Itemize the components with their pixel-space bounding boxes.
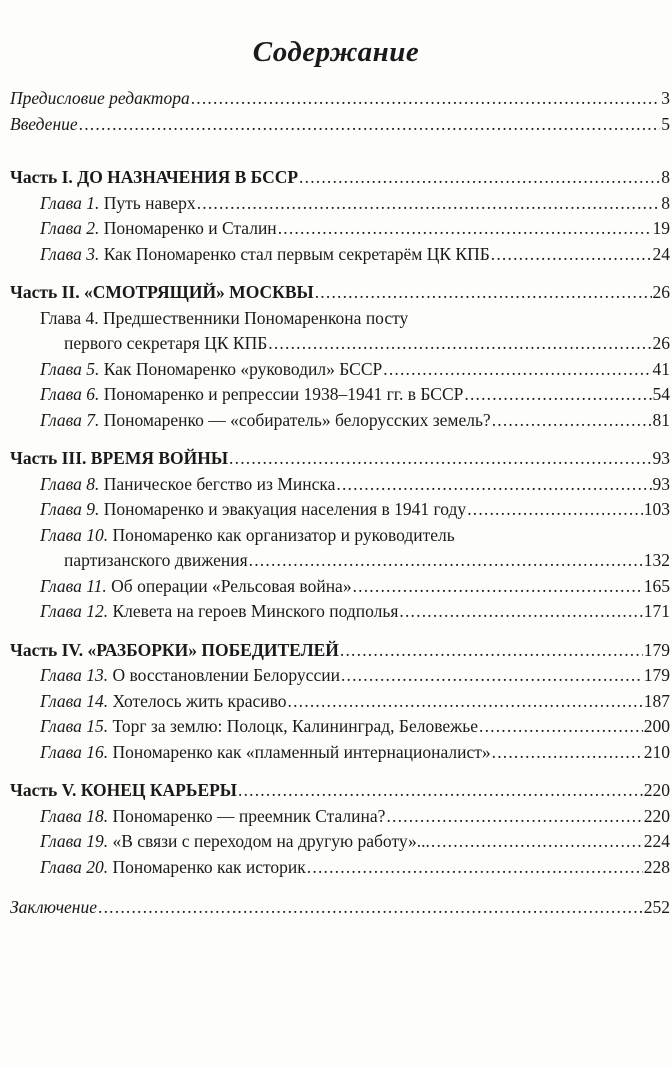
dot-leader xyxy=(336,472,651,498)
dot-leader xyxy=(491,242,652,268)
entry-title: Введение xyxy=(10,113,78,134)
dot-leader xyxy=(191,86,661,112)
toc-chapter-15[interactable] xyxy=(10,714,670,740)
page-number: 103 xyxy=(643,499,670,519)
part-heading xyxy=(10,446,228,472)
chapter-heading xyxy=(40,472,335,498)
part-heading xyxy=(10,638,339,664)
toc-chapter-9[interactable] xyxy=(10,497,670,523)
chapter-title: Торг за землю: Полоцк, Калининград, Беловежье xyxy=(112,716,478,736)
page-number: 200 xyxy=(643,716,670,736)
toc-part-3[interactable] xyxy=(10,446,670,472)
page-number: 132 xyxy=(643,550,670,570)
chapter-title-continuation: первого секретаря ЦК КПБ xyxy=(64,333,268,353)
dot-leader xyxy=(229,446,651,472)
toc-chapter-14[interactable] xyxy=(10,689,670,715)
chapter-title: Предшественники Пономаренкона посту xyxy=(102,307,409,328)
page-number: 41 xyxy=(652,358,670,379)
part-heading xyxy=(10,778,237,804)
chapter-title: Как Пономаренко стал первым секретарём ЦК КПБ xyxy=(103,243,490,264)
chapter-title: О восстановлении Белоруссии xyxy=(112,665,340,685)
dot-leader xyxy=(315,280,652,306)
toc-chapter-3[interactable] xyxy=(10,242,670,268)
toc-entry-preface[interactable] xyxy=(10,86,670,112)
toc-chapter-5[interactable] xyxy=(10,357,670,383)
page-number: 93 xyxy=(652,473,670,494)
toc-chapter-10-continuation[interactable] xyxy=(10,548,670,574)
part-title: ДО НАЗНАЧЕНИЯ В БССР xyxy=(77,167,299,187)
dot-leader xyxy=(492,740,643,766)
dot-leader xyxy=(278,216,652,242)
part-title: КОНЕЦ КАРЬЕРЫ xyxy=(80,780,237,800)
page-number: 26 xyxy=(652,282,670,302)
page-number: 224 xyxy=(643,831,670,851)
chapter-label: Глава 10. xyxy=(40,524,109,545)
chapter-heading xyxy=(40,408,491,434)
page-number: 228 xyxy=(643,856,670,877)
part-label: Часть III. xyxy=(10,448,87,468)
dot-leader xyxy=(479,714,643,740)
chapter-label: Глава 20. xyxy=(40,856,109,877)
page-number: 24 xyxy=(652,243,670,264)
chapter-heading xyxy=(40,663,340,689)
dot-leader xyxy=(98,895,643,921)
chapter-label: Глава 9. xyxy=(40,499,100,519)
dot-leader xyxy=(197,191,661,217)
dot-leader xyxy=(307,855,643,881)
page-number: 19 xyxy=(652,218,670,238)
toc-chapter-6[interactable] xyxy=(10,382,670,408)
chapter-label: Глава 5. xyxy=(40,358,100,379)
chapter-label: Глава 8. xyxy=(40,473,100,494)
part-label: Часть II. xyxy=(10,282,80,302)
chapter-title: Клевета на героев Минского подполья xyxy=(112,601,399,621)
part-heading xyxy=(10,280,314,306)
chapter-heading xyxy=(40,216,277,242)
dot-leader xyxy=(238,778,643,804)
chapter-label: Глава 11. xyxy=(40,575,107,596)
chapter-title: Как Пономаренко «руководил» БССР xyxy=(103,358,383,379)
toc-part-2[interactable] xyxy=(10,280,670,306)
page-number: 179 xyxy=(643,639,670,660)
chapter-heading xyxy=(40,574,352,600)
toc-chapter-18[interactable] xyxy=(10,804,670,830)
dot-leader xyxy=(464,382,651,408)
toc-chapter-7[interactable] xyxy=(10,408,670,434)
dot-leader xyxy=(467,497,643,523)
chapter-title-continuation: партизанского движения xyxy=(64,550,248,570)
dot-leader xyxy=(249,548,643,574)
chapter-title: Пономаренко — преемник Сталина? xyxy=(112,805,386,826)
chapter-label: Глава 1. xyxy=(40,192,100,213)
page-number: 26 xyxy=(652,333,670,353)
chapter-title: Пономаренко как «пламенный интернационалист» xyxy=(112,741,491,762)
page-number: 179 xyxy=(643,665,670,685)
page-number: 5 xyxy=(661,113,670,134)
dot-leader xyxy=(340,638,643,664)
dot-leader xyxy=(268,331,651,357)
chapter-heading xyxy=(40,382,463,408)
chapter-label: Глава 4. xyxy=(40,307,99,328)
dot-leader xyxy=(431,829,643,855)
toc-chapter-11[interactable] xyxy=(10,574,670,600)
page-number: 187 xyxy=(643,690,670,711)
toc-chapter-20[interactable] xyxy=(10,855,670,881)
page-number: 210 xyxy=(643,741,670,762)
page-number: 220 xyxy=(643,780,670,800)
chapter-title: Пономаренко как историк xyxy=(112,856,306,877)
chapter-heading xyxy=(40,829,430,855)
chapter-label: Глава 19. xyxy=(40,831,109,851)
page-number: 8 xyxy=(661,192,670,213)
chapter-title: Хотелось жить красиво xyxy=(112,690,287,711)
chapter-heading xyxy=(40,804,385,830)
page-number: 8 xyxy=(661,167,670,187)
entry-title: Предисловие редактора xyxy=(10,88,190,108)
page-number: 171 xyxy=(643,601,670,621)
toc-part-1[interactable] xyxy=(10,165,670,191)
chapter-heading xyxy=(40,855,306,881)
chapter-heading xyxy=(40,191,196,217)
entry-title: Заключение xyxy=(10,897,98,917)
toc-chapter-16[interactable] xyxy=(10,740,670,766)
chapter-label: Глава 16. xyxy=(40,741,109,762)
dot-leader xyxy=(79,112,661,138)
chapter-title: «В связи с переходом на другую работу»... xyxy=(112,831,430,851)
chapter-title: Пономаренко и репрессии 1938–1941 гг. в БССР xyxy=(103,384,464,404)
page-number: 220 xyxy=(643,805,670,826)
chapter-title: Об операции «Рельсовая война» xyxy=(111,575,352,596)
dot-leader xyxy=(386,804,642,830)
toc-chapter-12[interactable] xyxy=(10,599,670,625)
chapter-label: Глава 2. xyxy=(40,218,100,238)
chapter-label: Глава 13. xyxy=(40,665,109,685)
toc-chapter-2[interactable] xyxy=(10,216,670,242)
part-title: «РАЗБОРКИ» ПОБЕДИТЕЛЕЙ xyxy=(87,639,339,660)
toc-chapter-8[interactable] xyxy=(10,472,670,498)
dot-leader xyxy=(353,574,643,600)
chapter-heading xyxy=(40,599,398,625)
toc-entry-introduction[interactable] xyxy=(10,112,670,138)
chapter-title: Пономаренко и Сталин xyxy=(103,218,277,238)
chapter-title: Пономаренко — «собиратель» белорусских земель? xyxy=(103,409,491,430)
dot-leader xyxy=(492,408,652,434)
chapter-heading xyxy=(40,497,466,523)
page-number: 165 xyxy=(643,575,670,596)
chapter-label: Глава 6. xyxy=(40,384,100,404)
chapter-label: Глава 15. xyxy=(40,716,109,736)
dot-leader xyxy=(399,599,642,625)
page-number: 252 xyxy=(643,897,670,917)
part-heading xyxy=(10,165,298,191)
page-number: 54 xyxy=(652,384,670,404)
part-label: Часть I. xyxy=(10,167,73,187)
part-title: «СМОТРЯЩИЙ» МОСКВЫ xyxy=(83,282,314,302)
chapter-label: Глава 18. xyxy=(40,805,109,826)
toc-chapter-4-continuation[interactable] xyxy=(10,331,670,357)
toc-chapter-4[interactable] xyxy=(10,306,670,332)
part-label: Часть V. xyxy=(10,780,77,800)
chapter-heading xyxy=(40,357,382,383)
chapter-title: Паническое бегство из Минска xyxy=(103,473,336,494)
toc-chapter-10[interactable] xyxy=(10,523,670,549)
dot-leader xyxy=(299,165,660,191)
part-label: Часть IV. xyxy=(10,639,84,660)
chapter-title: Пономаренко и эвакуация населения в 1941 году xyxy=(103,499,467,519)
chapter-heading xyxy=(40,714,478,740)
chapter-label: Глава 14. xyxy=(40,690,109,711)
dot-leader xyxy=(341,663,643,689)
dot-leader xyxy=(288,689,643,715)
toc-part-4[interactable] xyxy=(10,638,670,664)
toc-chapter-13[interactable] xyxy=(10,663,670,689)
chapter-title: Путь наверх xyxy=(103,192,196,213)
toc-chapter-19[interactable] xyxy=(10,829,670,855)
page-title: Содержание xyxy=(252,36,420,68)
chapter-label: Глава 12. xyxy=(40,601,109,621)
page-number: 93 xyxy=(652,448,670,468)
page-number: 3 xyxy=(661,88,670,108)
chapter-heading xyxy=(40,689,287,715)
chapter-label: Глава 7. xyxy=(40,409,100,430)
part-title: ВРЕМЯ ВОЙНЫ xyxy=(90,448,229,468)
toc-chapter-1[interactable] xyxy=(10,191,670,217)
chapter-label: Глава 3. xyxy=(40,243,100,264)
page-number: 81 xyxy=(652,409,670,430)
toc-part-5[interactable] xyxy=(10,778,670,804)
dot-leader xyxy=(383,357,651,383)
chapter-title: Пономаренко как организатор и руководитель xyxy=(112,524,455,545)
chapter-heading xyxy=(40,242,490,268)
toc-entry-conclusion[interactable] xyxy=(10,895,670,921)
chapter-heading xyxy=(40,740,491,766)
table-of-contents xyxy=(10,86,670,921)
